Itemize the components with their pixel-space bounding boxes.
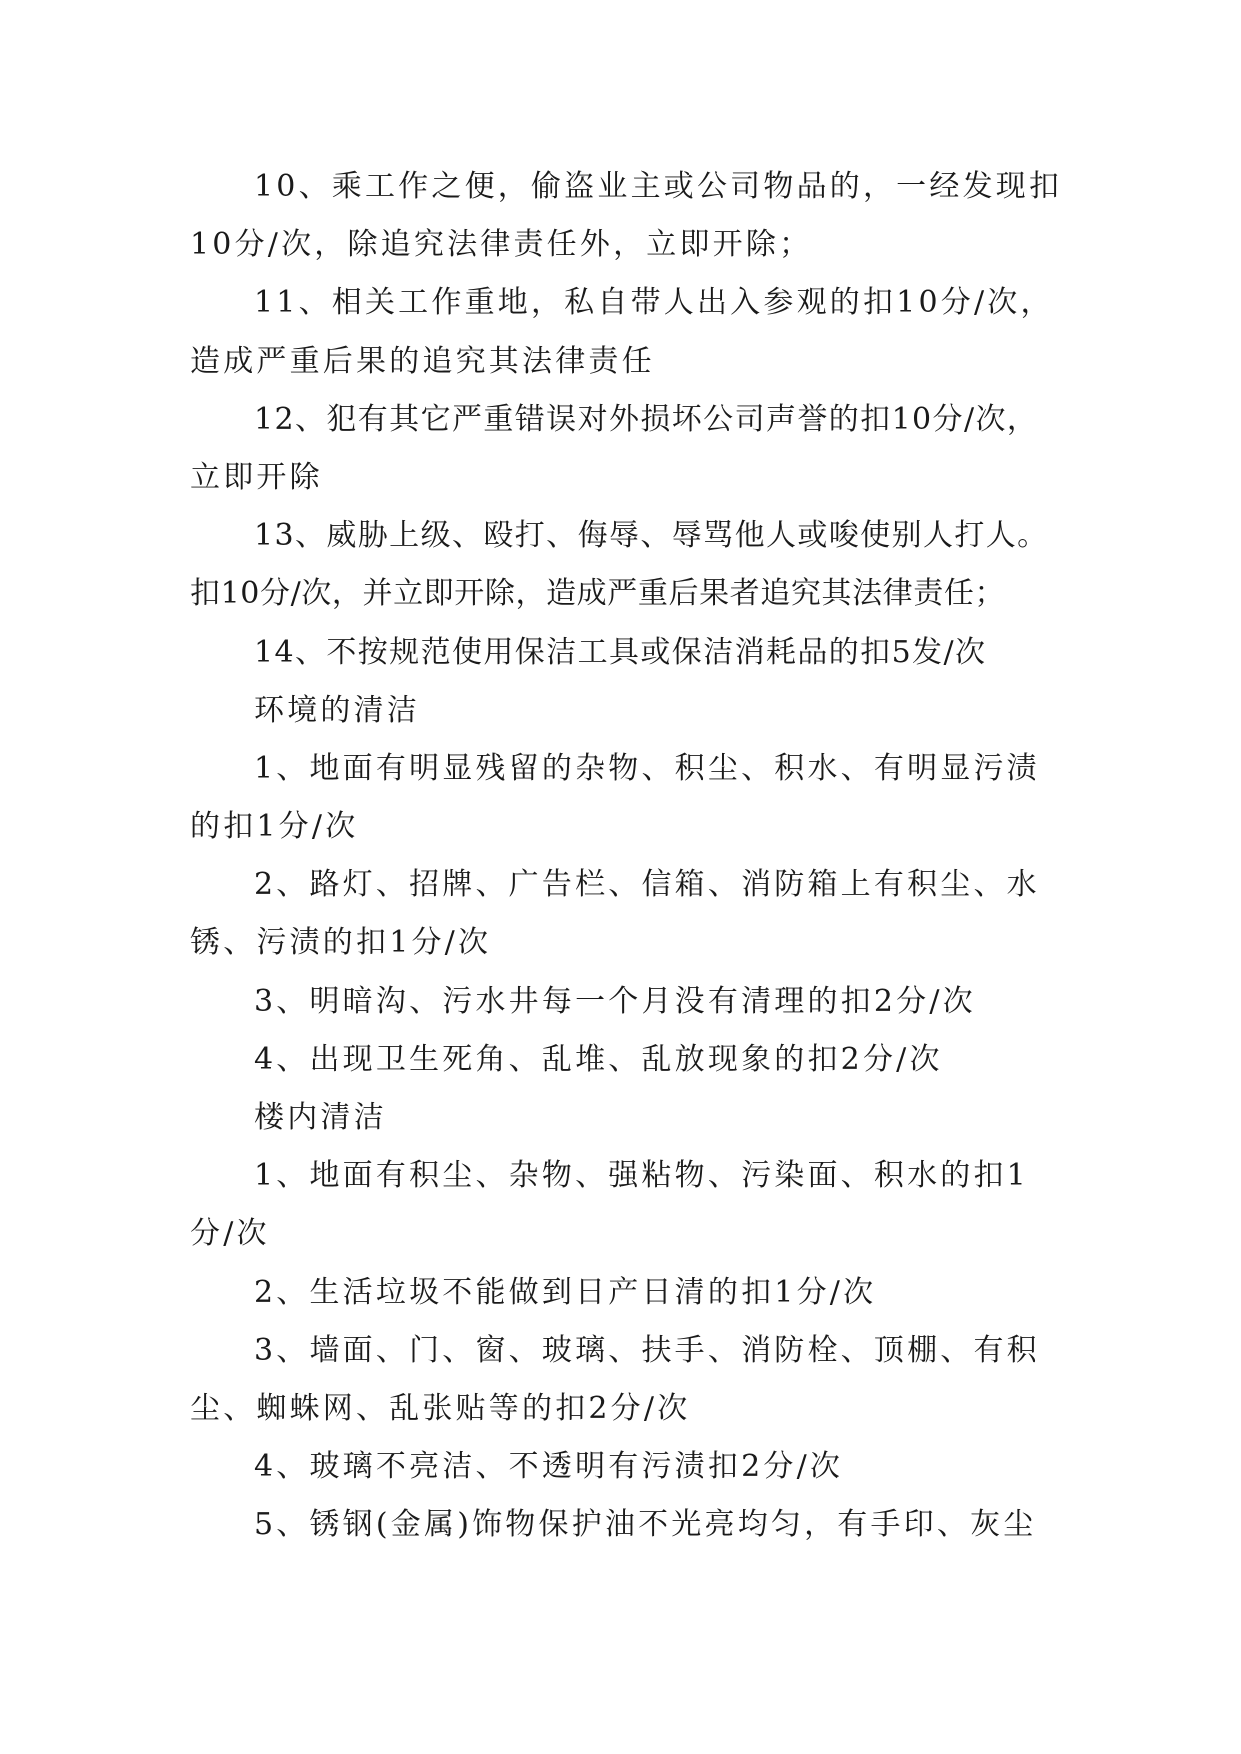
section-heading: 环境的清洁	[254, 692, 420, 728]
document-body	[190, 158, 1063, 1555]
paragraph-line: 13、威胁上级、殴打、侮辱、辱骂他人或唆使别人打人。	[254, 518, 1049, 554]
paragraph-line: 5、锈钢(金属)饰物保护油不光亮均匀，有手印、灰尘	[254, 1507, 1037, 1543]
paragraph-line: 14、不按规范使用保洁工具或保洁消耗品的扣5发/次	[254, 634, 987, 670]
paragraph-line: 的扣1分/次	[190, 809, 359, 845]
paragraph-line: 尘、蜘蛛网、乱张贴等的扣2分/次	[190, 1390, 691, 1426]
paragraph-line: 10分/次，除追究法律责任外，立即开除；	[190, 227, 813, 263]
paragraph-line: 4、玻璃不亮洁、不透明有污渍扣2分/次	[254, 1449, 844, 1485]
paragraph-line: 2、路灯、招牌、广告栏、信箱、消防箱上有积尘、水	[254, 867, 1040, 903]
paragraph-line: 造成严重后果的追究其法律责任	[190, 343, 655, 379]
section-heading: 楼内清洁	[254, 1100, 387, 1135]
paragraph-line: 12、犯有其它严重错误对外损坏公司声誉的扣10分/次，	[254, 401, 1039, 437]
paragraph-line: 立即开除	[190, 459, 323, 495]
paragraph-line: 3、明暗沟、污水井每一个月没有清理的扣2分/次	[254, 983, 976, 1019]
paragraph-line: 分/次	[190, 1216, 270, 1252]
paragraph-line: 10、乘工作之便，偷盗业主或公司物品的，一经发现扣	[254, 169, 1063, 204]
paragraph-line: 3、墙面、门、窗、玻璃、扶手、消防栓、顶棚、有积	[254, 1332, 1040, 1368]
paragraph-line: 锈、污渍的扣1分/次	[190, 925, 492, 961]
paragraph-line: 扣10分/次，并立即开除，造成严重后果者追究其法律责任；	[190, 576, 1006, 612]
paragraph-line: 1、地面有明显残留的杂物、积尘、积水、有明显污渍	[254, 750, 1040, 786]
paragraph-line: 2、生活垃圾不能做到日产日清的扣1分/次	[254, 1274, 877, 1310]
paragraph-line: 4、出现卫生死角、乱堆、乱放现象的扣2分/次	[254, 1041, 943, 1077]
paragraph-line: 1、地面有积尘、杂物、强粘物、污染面、积水的扣1	[254, 1158, 1029, 1194]
paragraph-line: 11、相关工作重地，私自带人出入参观的扣10分/次，	[254, 285, 1054, 321]
